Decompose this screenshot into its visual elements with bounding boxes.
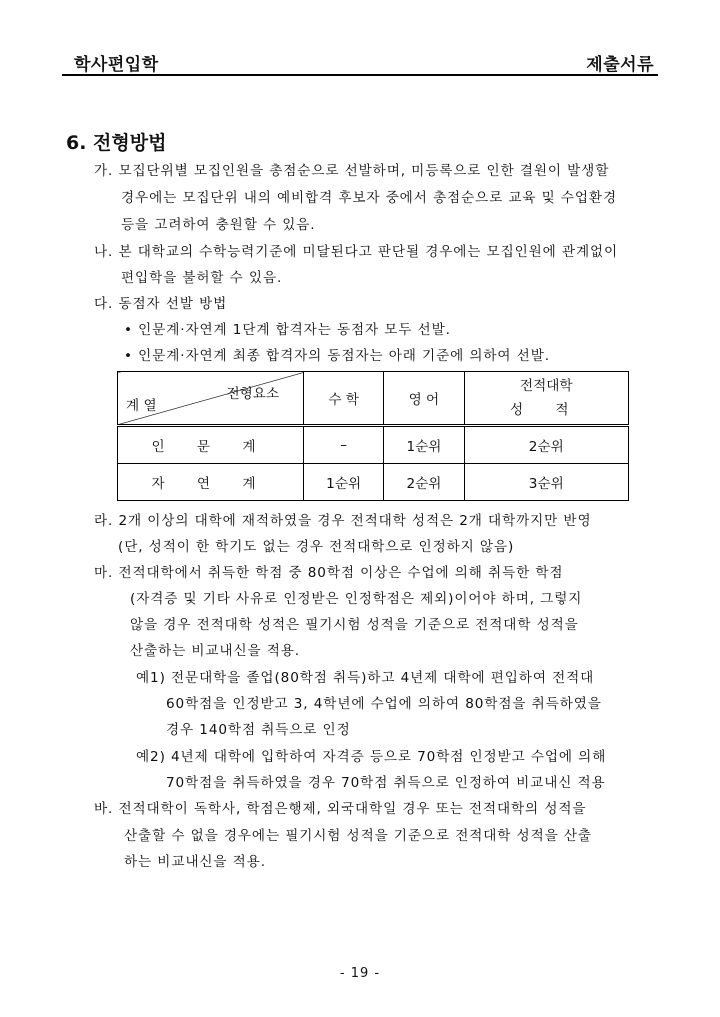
paragraph-da-line-1: 다. 동점자 선발 방법 bbox=[94, 296, 228, 312]
table-corner-top: 전형요소 bbox=[226, 386, 279, 402]
example-2-line-2: 70학점을 취득하였을 경우 70학점 취득으로 인정하여 비교내신 적용 bbox=[166, 775, 606, 791]
section-title: 6. 전형방법 bbox=[66, 132, 167, 154]
paragraph-ma-line-2: (자격증 및 기타 사유로 인정받은 인정학점은 제외)이어야 하며, 그렇지 bbox=[130, 591, 583, 607]
paragraph-ga-line-1: 가. 모집단위별 모집인원을 총점순으로 선발하며, 미등록으로 인한 결원이 발생할 bbox=[94, 163, 610, 179]
table-cell-english: 1순위 bbox=[384, 426, 464, 464]
table-cell-math: 1순위 bbox=[304, 464, 384, 501]
example-1-line-2: 60학점을 인정받고 3, 4학년에 수업에 의하여 80학점을 취득하였을 bbox=[166, 696, 602, 712]
table-header-prev-school bbox=[464, 372, 628, 426]
paragraph-ga-line-3: 등을 고려하여 충원할 수 있음. bbox=[121, 217, 316, 233]
table-header-math: 수 학 bbox=[304, 372, 384, 426]
table-cell-math: – bbox=[304, 426, 384, 464]
table-row bbox=[118, 464, 629, 501]
paragraph-ra-line-2: (단, 성적이 한 학기도 없는 경우 전적대학으로 인정하지 않음) bbox=[118, 539, 515, 555]
table-header-english: 영 어 bbox=[384, 372, 464, 426]
example-2-line-1: 예2) 4년제 대학에 입학하여 자격증 등으로 70학점 인정받고 수업에 의해 bbox=[136, 749, 607, 765]
table-cell-english: 2순위 bbox=[384, 464, 464, 501]
paragraph-ba-line-1: 바. 전적대학이 독학사, 학점은행제, 외국대학일 경우 또는 전적대학의 성적을 bbox=[94, 801, 587, 817]
header-rule bbox=[62, 74, 658, 76]
table-header-prev-line-1: 전적대학 bbox=[520, 378, 573, 394]
table-row-label: 자 연 계 bbox=[118, 464, 304, 501]
example-1-line-3: 경우 140학점 취득으로 인정 bbox=[166, 722, 351, 738]
tiebreak-table bbox=[117, 371, 629, 501]
paragraph-da-bullet-1: • 인문계·자연계 1단계 합격자는 동점자 모두 선발. bbox=[124, 322, 451, 338]
paragraph-ma-line-1: 마. 전적대학에서 취득한 학점 중 80학점 이상은 수업에 의해 취득한 학점 bbox=[94, 565, 564, 581]
paragraph-na-line-1: 나. 본 대학교의 수학능력기준에 미달된다고 판단될 경우에는 모집인원에 관계없이 bbox=[94, 244, 619, 260]
table-cell-prev: 2순위 bbox=[464, 426, 628, 464]
example-1-line-1: 예1) 전문대학을 졸업(80학점 취득)하고 4년제 대학에 편입하여 전적대 bbox=[136, 670, 595, 686]
header-section: 제출서류 bbox=[586, 55, 654, 75]
page-number: - 19 - bbox=[339, 966, 381, 981]
table-corner-cell bbox=[118, 372, 304, 426]
paragraph-ba-line-3: 하는 비교내신을 적용. bbox=[124, 854, 266, 870]
paragraph-da-bullet-2: • 인문계·자연계 최종 합격자의 동점자는 아래 기준에 의하여 선발. bbox=[124, 348, 550, 364]
table-header-prev-line-2: 성 적 bbox=[509, 402, 583, 418]
paragraph-ra-line-1: 라. 2개 이상의 대학에 재적하였을 경우 전적대학 성적은 2개 대학까지만 반영 bbox=[94, 513, 592, 529]
table-cell-prev: 3순위 bbox=[464, 464, 628, 501]
paragraph-ma-line-3: 않을 경우 전적대학 성적은 필기시험 성적을 기준으로 전적대학 성적을 bbox=[130, 617, 579, 633]
paragraph-ma-line-4: 산출하는 비교내신을 적용. bbox=[130, 643, 301, 659]
paragraph-na-line-2: 편입학을 불허할 수 있음. bbox=[121, 270, 283, 286]
paragraph-ga-line-2: 경우에는 모집단위 내의 예비합격 후보자 중에서 총점순으로 교육 및 수업환경 bbox=[121, 190, 617, 206]
table-row bbox=[118, 426, 629, 464]
header-category: 학사편입학 bbox=[74, 55, 159, 75]
paragraph-ba-line-2: 산출할 수 없을 경우에는 필기시험 성적을 기준으로 전적대학 성적을 산출 bbox=[124, 828, 592, 844]
table-corner-bottom: 계 열 bbox=[126, 398, 157, 414]
table-row-label: 인 문 계 bbox=[118, 426, 304, 464]
